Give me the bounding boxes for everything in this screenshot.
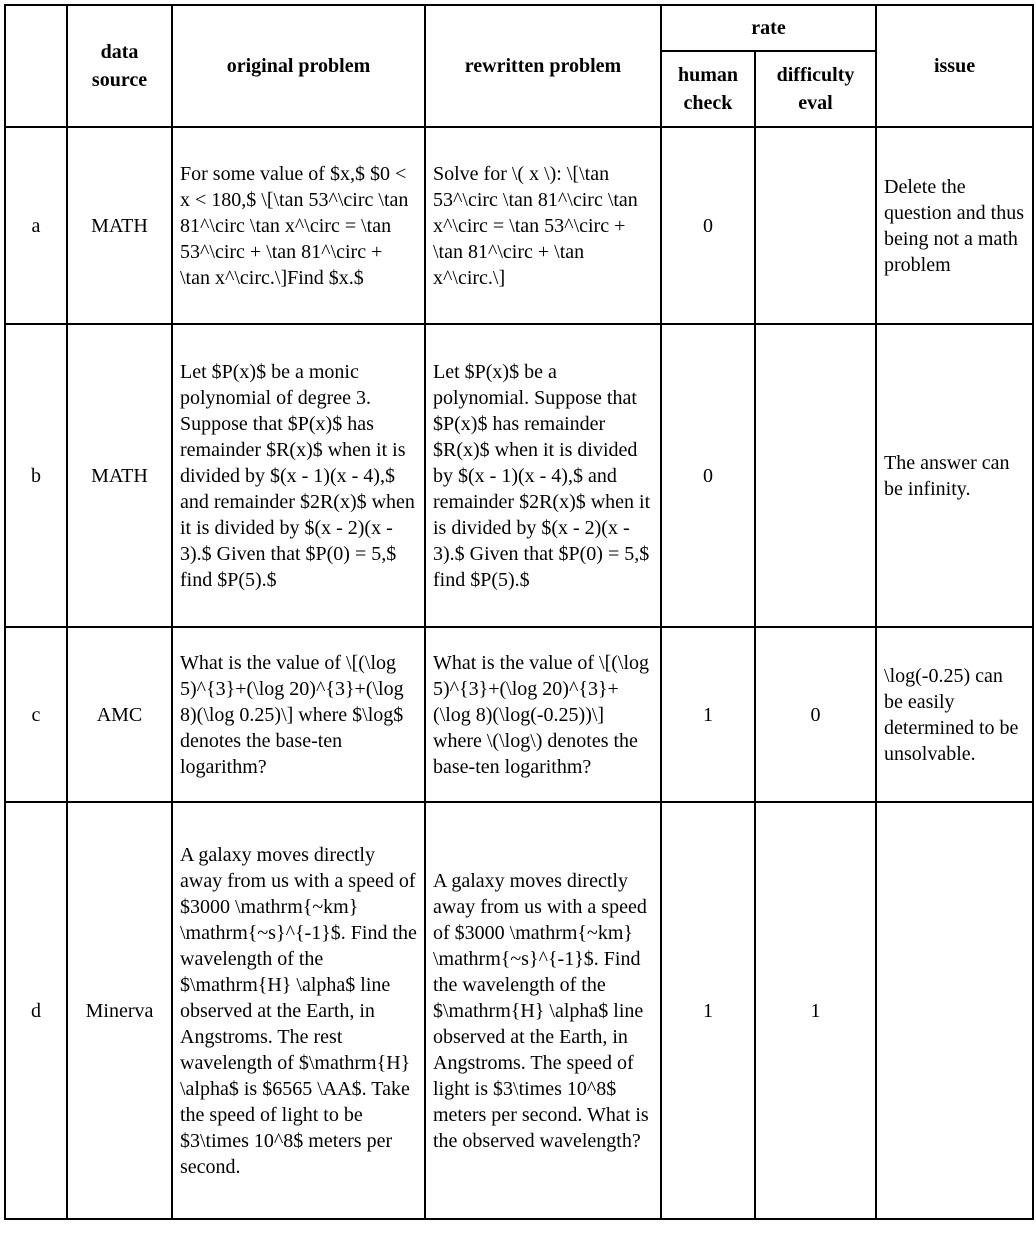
table-row-b xyxy=(5,324,1033,627)
cell-human-check: 0 xyxy=(661,324,755,627)
cell-rewritten-problem: A galaxy moves directly away from us with a speed of $3000 \mathrm{~km} \mathrm{~s}^{-1}$. Find the wavelength of the $\mathrm{H} \alpha$ line observed at the Earth, in Angstroms. The speed of light is $3\times 10^8$ meters per second. What is the observed wavelength? xyxy=(425,802,661,1219)
cell-difficulty-eval xyxy=(755,324,876,627)
cell-original-problem: For some value of $x,$ $0 < x < 180,$ \[\tan 53^\circ \tan 81^\circ \tan x^\circ = \tan 53^\circ + \tan 81^\circ + \tan x^\circ.\]Find $x.$ xyxy=(172,127,425,324)
header-rate: rate xyxy=(661,5,876,51)
header-row-top xyxy=(5,5,1033,51)
cell-data-source: MATH xyxy=(67,324,172,627)
header-rewritten-problem: rewritten problem xyxy=(425,5,661,127)
header-difficulty-eval: difficulty eval xyxy=(755,51,876,127)
problem-rewrite-evaluation-table xyxy=(4,4,1034,1220)
header-data-source: data source xyxy=(67,5,172,127)
row-label: a xyxy=(5,127,67,324)
cell-human-check: 0 xyxy=(661,127,755,324)
table-body xyxy=(5,127,1033,1219)
header-human-check: human check xyxy=(661,51,755,127)
cell-rewritten-problem: What is the value of \[(\log 5)^{3}+(\log 20)^{3}+(\log 8)(\log(-0.25))\] where \(\log\) denotes the base-ten logarithm? xyxy=(425,627,661,802)
cell-original-problem: A galaxy moves directly away from us with a speed of $3000 \mathrm{~km} \mathrm{~s}^{-1}$. Find the wavelength of the $\mathrm{H} \alpha$ line observed at the Earth, in Angstroms. The rest wavelength of $\mathrm{H} \alpha$ is $6565 \AA$. Take the speed of light to be $3\times 10^8$ meters per second. xyxy=(172,802,425,1219)
cell-original-problem: What is the value of \[(\log 5)^{3}+(\log 20)^{3}+(\log 8)(\log 0.25)\] where $\log$ denotes the base-ten logarithm? xyxy=(172,627,425,802)
cell-data-source: MATH xyxy=(67,127,172,324)
cell-data-source: AMC xyxy=(67,627,172,802)
cell-rewritten-problem: Solve for \( x \): \[\tan 53^\circ \tan 81^\circ \tan x^\circ = \tan 53^\circ + \tan 81^\circ + \tan x^\circ.\] xyxy=(425,127,661,324)
table-row-c xyxy=(5,627,1033,802)
cell-rewritten-problem: Let $P(x)$ be a polynomial. Suppose that $P(x)$ has remainder $R(x)$ when it is divided by $(x - 1)(x - 4),$ and remainder $2R(x)$ when it is divided by $(x - 2)(x - 3).$ Given that $P(0) = 5,$ find $P(5).$ xyxy=(425,324,661,627)
header-issue: issue xyxy=(876,5,1033,127)
cell-data-source: Minerva xyxy=(67,802,172,1219)
cell-issue xyxy=(876,802,1033,1219)
cell-difficulty-eval: 1 xyxy=(755,802,876,1219)
cell-difficulty-eval xyxy=(755,127,876,324)
cell-difficulty-eval: 0 xyxy=(755,627,876,802)
table-row-d xyxy=(5,802,1033,1219)
row-label: c xyxy=(5,627,67,802)
table-header xyxy=(5,5,1033,127)
cell-issue: The answer can be infinity. xyxy=(876,324,1033,627)
cell-issue: \log(-0.25) can be easily determined to be unsolvable. xyxy=(876,627,1033,802)
header-original-problem: original problem xyxy=(172,5,425,127)
row-label: d xyxy=(5,802,67,1219)
table-row-a xyxy=(5,127,1033,324)
cell-human-check: 1 xyxy=(661,627,755,802)
cell-human-check: 1 xyxy=(661,802,755,1219)
cell-original-problem: Let $P(x)$ be a monic polynomial of degree 3. Suppose that $P(x)$ has remainder $R(x)$ when it is divided by $(x - 1)(x - 4),$ and remainder $2R(x)$ when it is divided by $(x - 2)(x - 3).$ Given that $P(0) = 5,$ find $P(5).$ xyxy=(172,324,425,627)
row-label: b xyxy=(5,324,67,627)
cell-issue: Delete the question and thus being not a math problem xyxy=(876,127,1033,324)
header-corner-cell xyxy=(5,5,67,127)
